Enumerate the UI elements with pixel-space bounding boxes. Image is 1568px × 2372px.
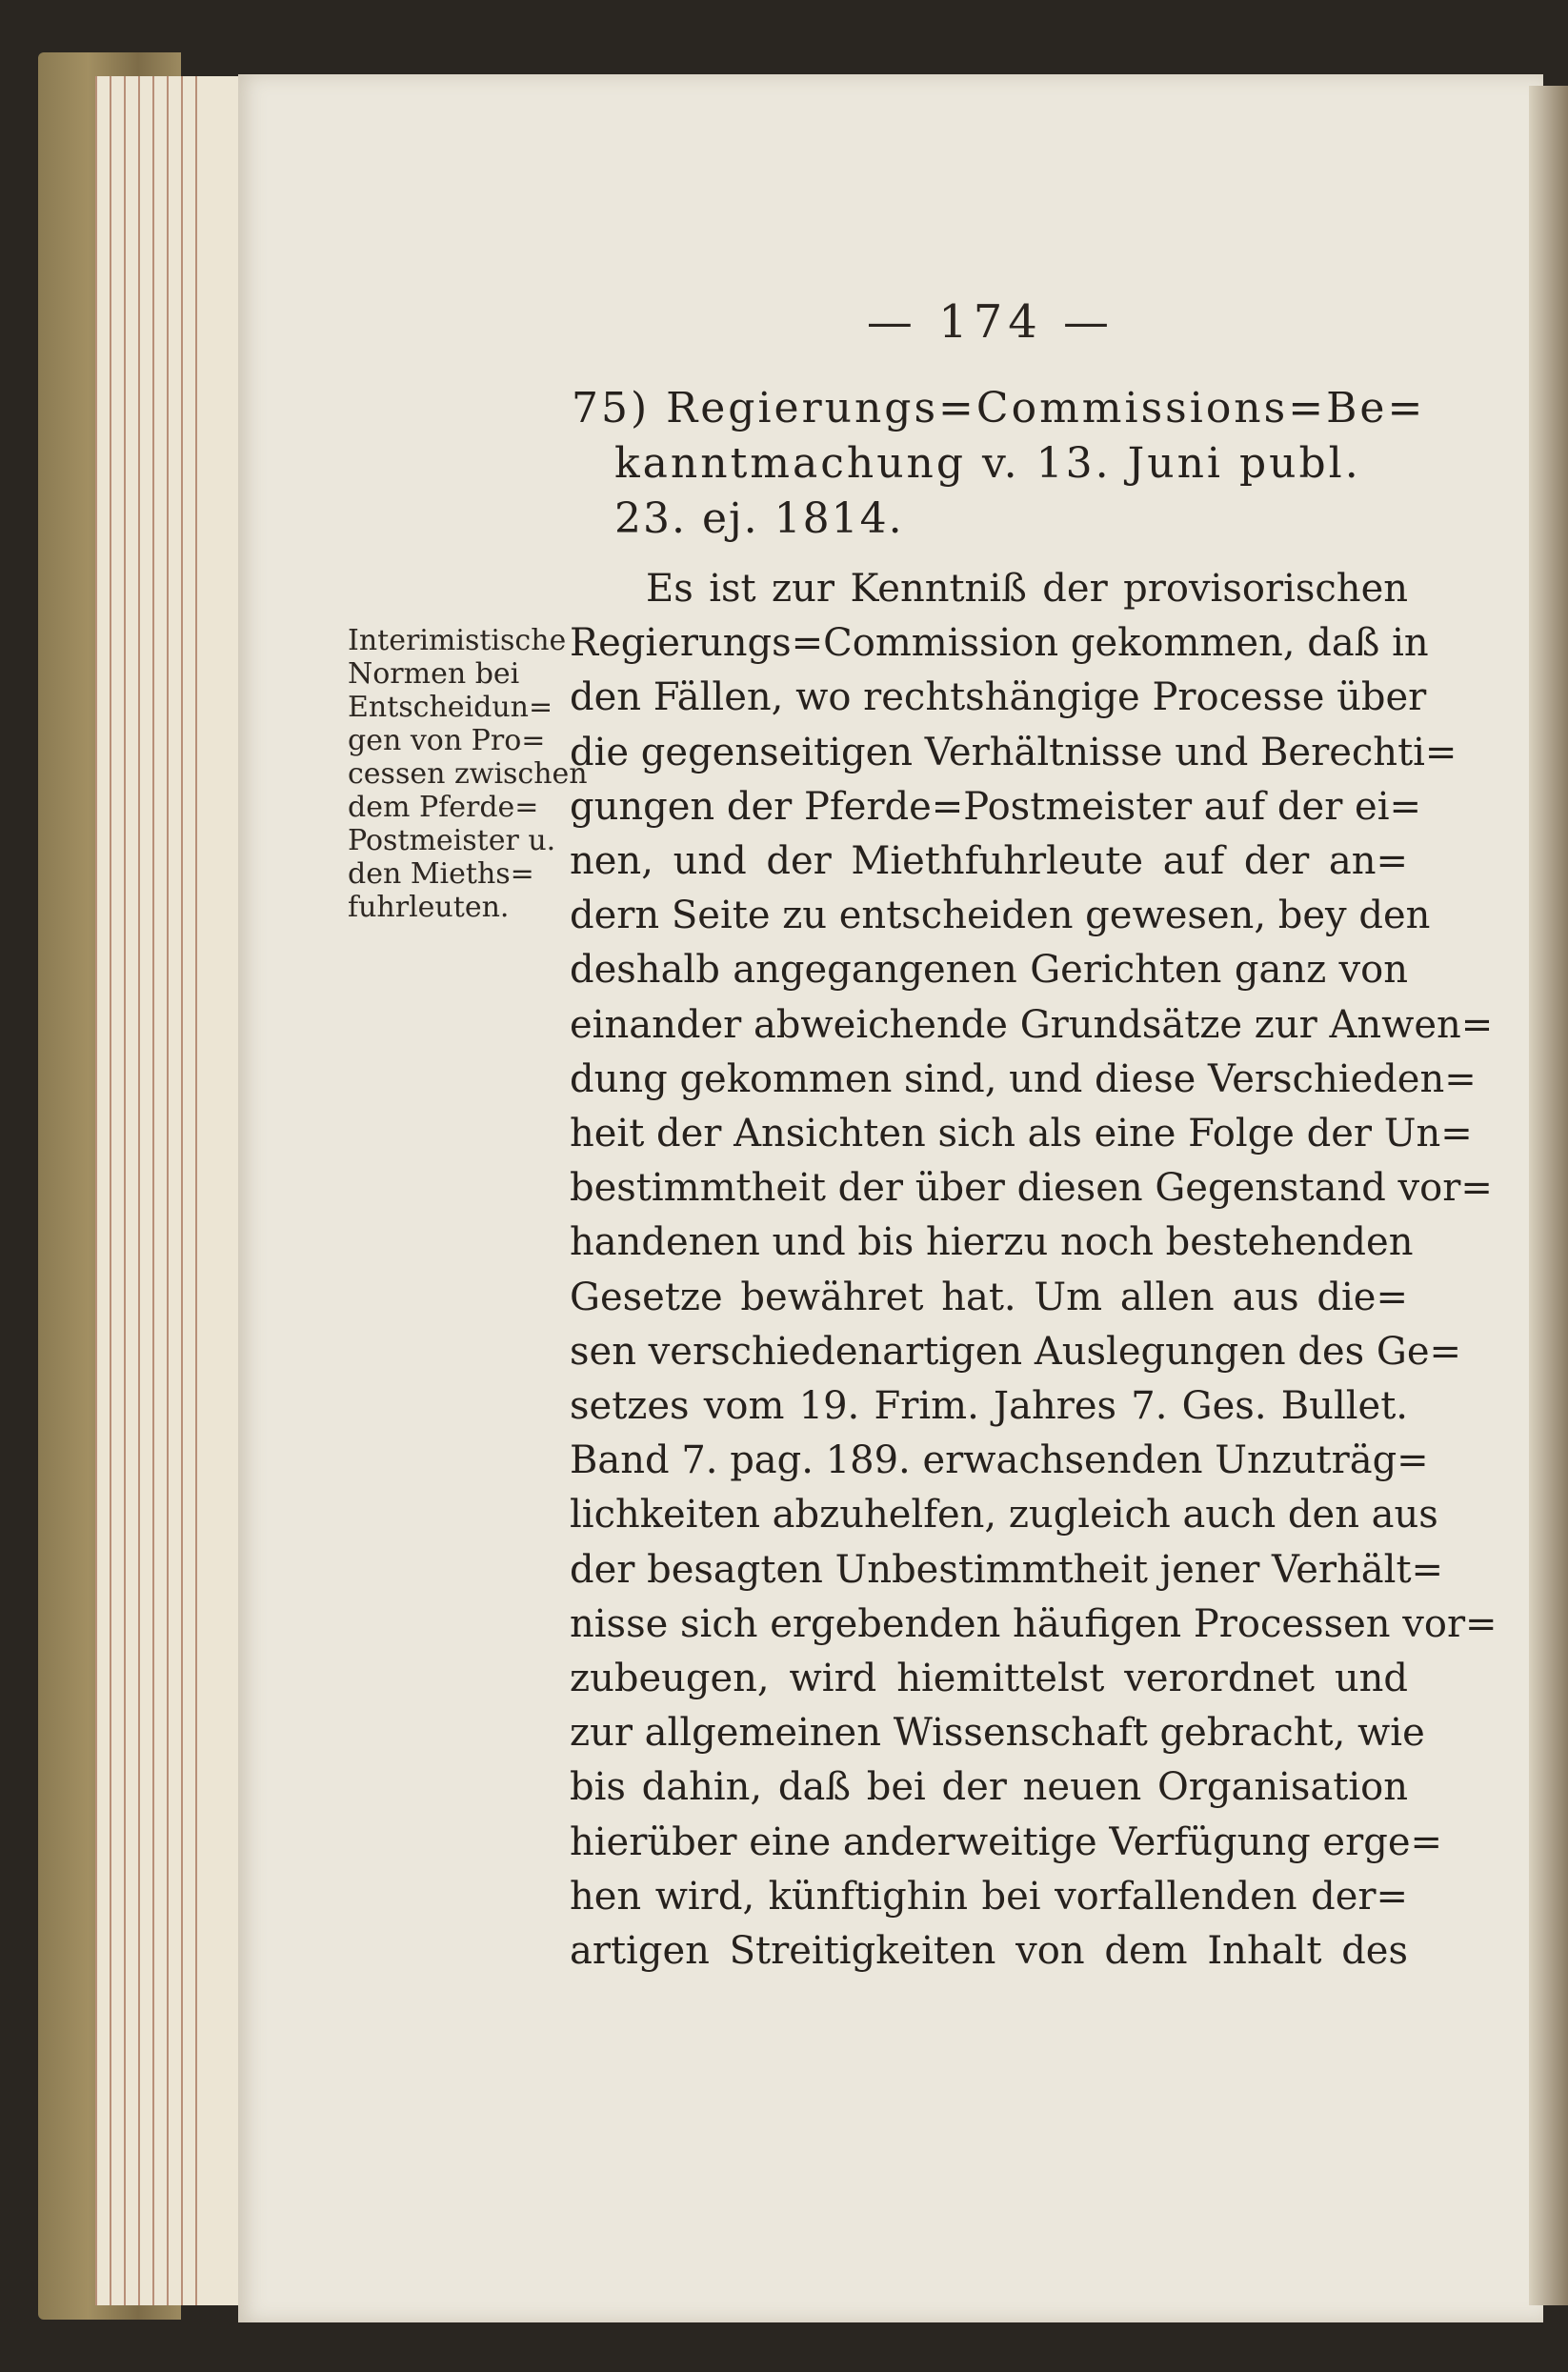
margin-note-line: den Mieths= (348, 857, 534, 891)
text-line: heit der Ansichten sich als eine Folge der Un= (570, 1112, 1473, 1156)
facing-page-edge (1529, 86, 1568, 2305)
margin-note (348, 624, 588, 924)
text-line: den Fällen, wo rechtshängige Processe über (570, 675, 1427, 720)
text-line: setzes vom 19. Frim. Jahres 7. Ges. Bullet. (570, 1384, 1408, 1429)
margin-note-line: gen von Pro= (348, 724, 546, 757)
text-line: einander abweichende Grundsätze zur Anwen= (570, 1002, 1494, 1047)
text-line: lichkeiten abzuhelfen, zugleich auch den aus (570, 1493, 1438, 1538)
text-line: sen verschiedenartigen Auslegungen des Ge= (570, 1329, 1462, 1374)
text-line: Es ist zur Kenntniß der provisorischen (646, 567, 1408, 611)
text-line: zur allgemeinen Wissenschaft gebracht, wie (570, 1711, 1425, 1756)
text-line: deshalb angegangenen Gerichten ganz von (570, 948, 1408, 993)
body-text (570, 562, 1498, 1979)
text-line: artigen Streitigkeiten von dem Inhalt des (570, 1929, 1408, 1974)
page-number: — 174 — (866, 295, 1116, 349)
text-line: zubeugen, wird hiemittelst verordnet und (570, 1657, 1408, 1701)
text-line: die gegenseitigen Verhältnisse und Berechti= (570, 730, 1457, 774)
margin-note-line: Postmeister u. (348, 824, 556, 857)
text-line: bestimmtheit der über diesen Gegenstand vor= (570, 1166, 1493, 1211)
margin-note-line: Normen bei (348, 657, 520, 691)
text-line: gungen der Pferde=Postmeister auf der ei= (570, 784, 1422, 829)
margin-note-line: fuhrleuten. (348, 891, 510, 924)
margin-note-line: dem Pferde= (348, 791, 539, 824)
text-line: handenen und bis hierzu noch bestehenden (570, 1220, 1414, 1265)
text-line: Band 7. pag. 189. erwachsenden Unzuträg= (570, 1438, 1429, 1483)
margin-note-line: cessen zwischen (348, 757, 588, 791)
text-line: nen, und der Miethfuhrleute auf der an= (570, 839, 1408, 884)
text-line: Regierungs=Commission gekommen, daß in (570, 621, 1429, 666)
text-line: hierüber eine anderweitige Verfügung erge= (570, 1819, 1443, 1864)
text-line: bis dahin, daß bei der neuen Organisation (570, 1765, 1408, 1810)
section-heading (572, 381, 1426, 547)
heading-line: 23. ej. 1814. (614, 494, 904, 543)
text-line: der besagten Unbestimmtheit jener Verhält= (570, 1547, 1444, 1592)
text-line: dern Seite zu entscheiden gewesen, bey den (570, 894, 1431, 938)
text-line: Gesetze bewähret hat. Um allen aus die= (570, 1275, 1408, 1319)
text-line: hen wird, künftighin bei vorfallenden der= (570, 1874, 1408, 1919)
text-line: nisse sich ergebenden häufigen Processen vor= (570, 1601, 1498, 1646)
margin-note-line: Interimistische (348, 624, 567, 657)
heading-line: 75) Regierungs=Commissions=Be= (572, 384, 1426, 432)
heading-line: kanntmachung v. 13. Juni publ. (614, 439, 1361, 488)
text-line: dung gekommen sind, und diese Verschieden= (570, 1056, 1477, 1101)
margin-note-line: Entscheidun= (348, 691, 553, 724)
